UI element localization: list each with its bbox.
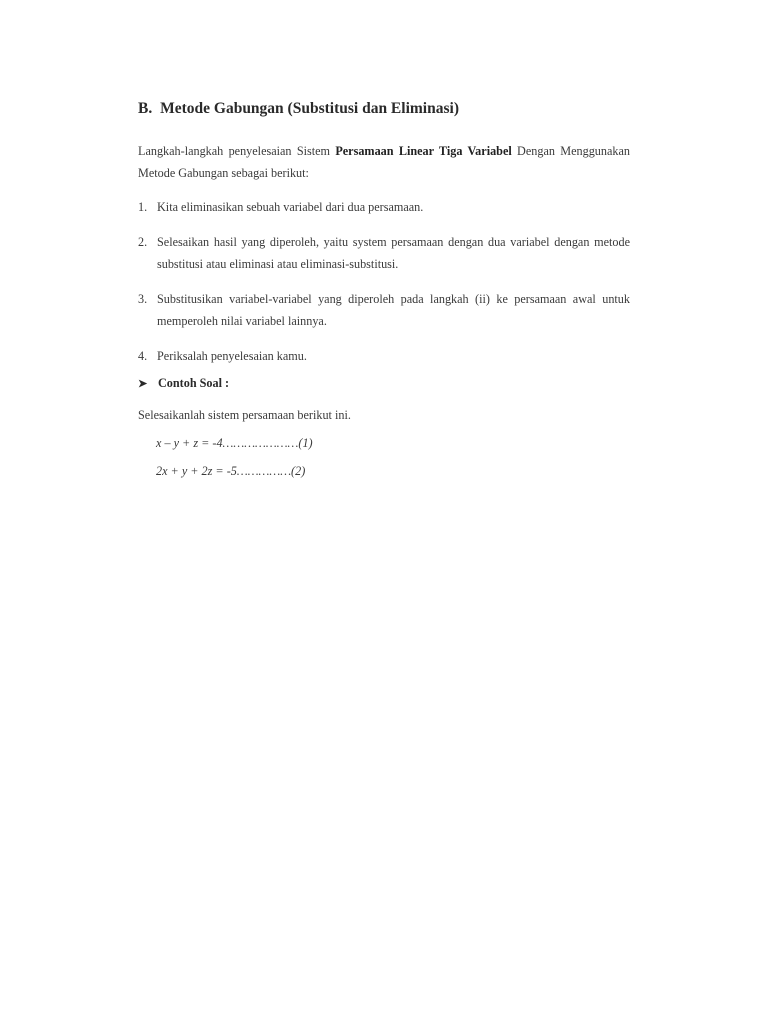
step-item-2 [138,231,630,275]
step-text: Selesaikan hasil yang diperoleh, yaitu system persamaan dengan dua variabel dengan metode substitusi atau eliminasi atau eliminasi-substitusi. [157,235,630,271]
example-header [138,376,229,391]
step-number: 4. [138,349,148,363]
section-title: Metode Gabungan (Substitusi dan Eliminasi) [160,100,459,117]
step-number: 1. [138,200,148,214]
section-heading [138,100,459,118]
intro-text-after: Dengan Menggunakan Metode Gabungan sebagai berikut: [138,144,630,180]
document-page [138,0,630,1024]
step-item-4 [138,345,630,367]
example-title: Contoh Soal : [158,376,230,390]
step-item-1 [138,196,630,218]
steps-list [138,196,630,380]
step-text: Kita eliminasikan sebuah variabel dari dua persamaan. [157,200,424,214]
equation-1: x – y + z = -4…………………(1) [156,436,313,450]
step-number: 3. [138,292,148,306]
intro-bold-term: Persamaan Linear Tiga Variabel [335,144,512,158]
example-intro: Selesaikanlah sistem persamaan berikut ini. [138,408,351,422]
equation-2: 2x + y + 2z = -5……………(2) [156,464,306,478]
section-number: B. [138,100,153,117]
intro-paragraph [138,140,630,184]
step-text: Periksalah penyelesaian kamu. [157,349,307,363]
step-text: Substitusikan variabel-variabel yang diperoleh pada langkah (ii) ke persamaan awal untuk memperoleh nilai variabel lainnya. [157,292,630,328]
intro-text-before: Langkah-langkah penyelesaian Sistem [138,144,336,158]
step-number: 2. [138,235,148,249]
step-item-3 [138,288,630,332]
arrowhead-bullet-icon: ➤ [138,378,148,390]
